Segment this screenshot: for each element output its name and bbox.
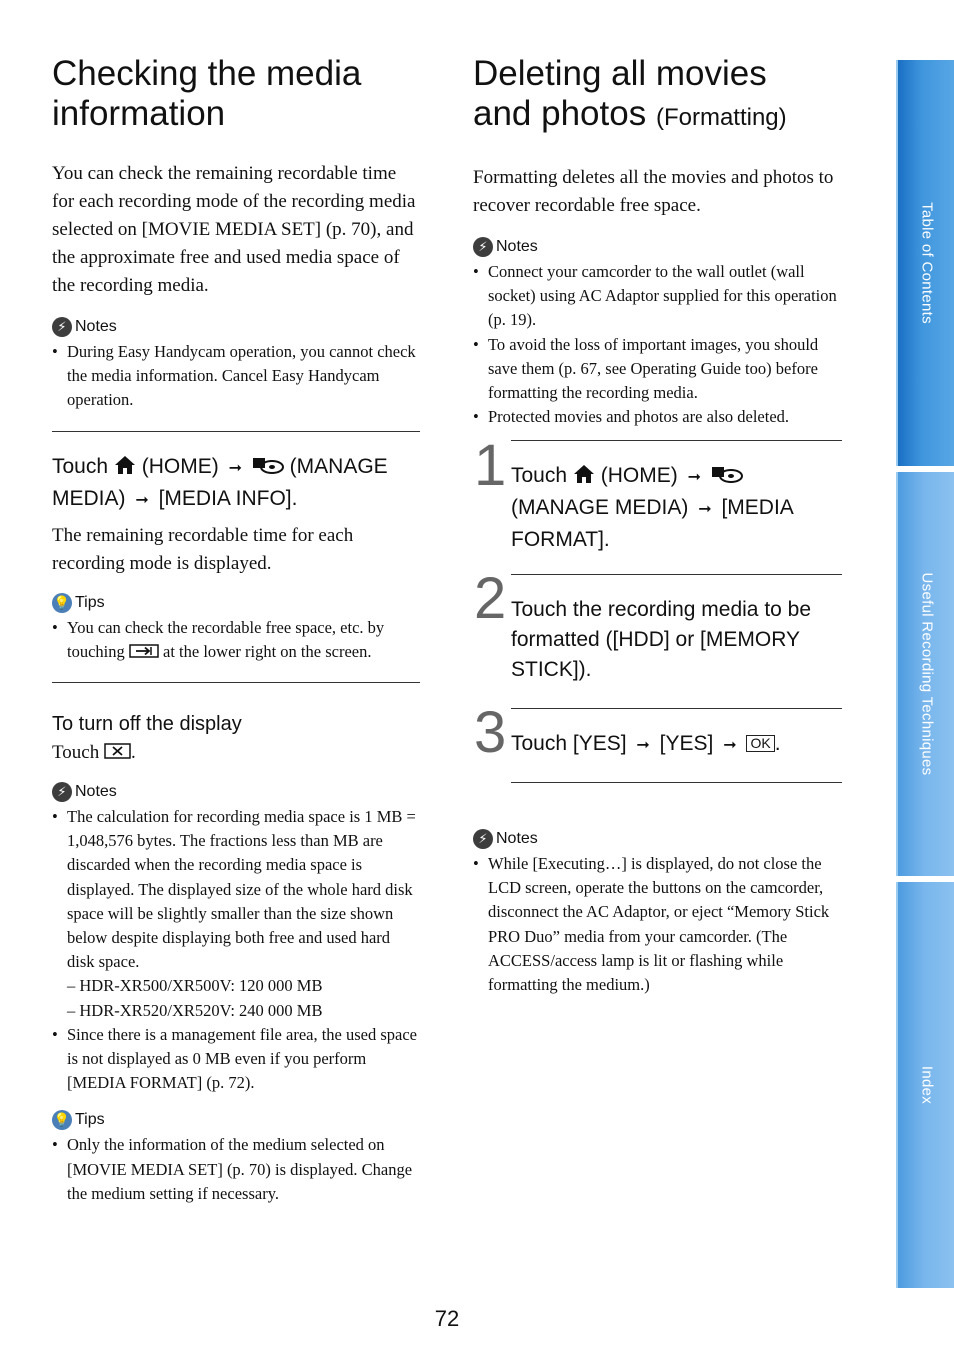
left-notes-2 [52, 781, 420, 1095]
tab-label: Useful Recording Techniques [918, 572, 936, 776]
divider [52, 431, 420, 432]
turnoff-instruction [52, 739, 420, 767]
notes-label: Notes [75, 783, 117, 801]
step-number: 1 [474, 433, 507, 498]
yes-label: [YES] [659, 732, 714, 755]
tips-label: Tips [75, 593, 105, 611]
list-item: • While [Executing…] is displayed, do not close the LCD screen, operate the buttons on the camcorder, disconnect the AC Adaptor, or eject “Memory Stick PRO Duo” media from your camcorder. (The ACCESS/access lamp is lit or flashing while formatting the medium.) [473, 852, 843, 997]
media-format-label: [MEDIA FORMAT]. [511, 496, 793, 551]
tips-text-after: at the lower right on the screen. [163, 641, 372, 661]
notes-heading [52, 781, 420, 803]
left-tips-2 [52, 1109, 420, 1206]
left-instruction [52, 452, 420, 516]
home-icon [573, 464, 595, 484]
left-page-title [52, 54, 420, 134]
step-number: 3 [474, 700, 507, 765]
right-arrow-icon: ➞ [698, 501, 712, 518]
tips-lightbulb-icon: 💡 [52, 1110, 72, 1130]
right-column [473, 54, 843, 429]
left-result: The remaining recordable time for each recording mode is displayed. [52, 524, 354, 574]
ok-button-icon: OK [746, 735, 774, 752]
tab-useful-recording-techniques[interactable] [896, 472, 954, 876]
notes-heading [473, 236, 843, 258]
step-1-text [511, 461, 841, 555]
note-text: The calculation for recording media space is 1 MB = 1,048,576 bytes. The fractions less than MB are discarded when the recording media space is displayed. The displayed size of the whole hard disk space will be slightly smaller than the size shown below despite displaying both free and used hard disk space. [67, 807, 416, 972]
list-item: • Only the information of the medium selected on [MOVIE MEDIA SET] (p. 70) is displayed. Change the medium setting if necessary. [52, 1133, 420, 1206]
notes-heading [473, 828, 843, 850]
step-3-text [511, 729, 841, 761]
divider [511, 440, 842, 441]
tips-heading [52, 1109, 420, 1131]
right-arrow-icon: ➞ [135, 491, 149, 509]
right-notes-2 [473, 828, 843, 997]
tips-text-before: You can check the recordable free space, etc. by touching [67, 617, 385, 661]
step-number: 2 [474, 566, 507, 631]
list-item: • Protected movies and photos are also deleted. [473, 405, 843, 429]
manage-media-icon [252, 456, 284, 474]
left-title-line2: information [52, 94, 226, 133]
home-label: (HOME) [600, 464, 678, 487]
notes-label: Notes [496, 238, 538, 255]
tab-table-of-contents[interactable] [896, 60, 954, 466]
manage-media-icon [711, 465, 743, 483]
left-intro: You can check the remaining recordable time for each recording mode of the recording media selected on [MOVIE MEDIA SET] (p. 70), and the approximate free and used media space of the recording media. [52, 163, 416, 296]
left-notes-1 [52, 316, 420, 413]
right-notes-1 [473, 236, 843, 429]
list-item [52, 805, 420, 1023]
notes-icon: ⚡ [473, 237, 493, 257]
step-2-text: Touch the recording media to be formatted ([HDD] or [MEMORY STICK]). [511, 598, 812, 681]
note-subitem: – HDR-XR500/XR500V: 120 000 MB [67, 976, 323, 996]
right-page-title [473, 54, 843, 138]
right-arrow-icon: ➞ [228, 459, 242, 477]
home-icon [114, 455, 136, 475]
notes-icon: ⚡ [52, 782, 72, 802]
manage-label: (MANAGE MEDIA) [511, 496, 689, 519]
notes-icon: ⚡ [473, 829, 493, 849]
close-x-icon [104, 743, 131, 759]
left-tips-1 [52, 592, 420, 664]
right-title-line1: Deleting all movies [473, 54, 767, 93]
list-item: • Since there is a management file area, the used space is not displayed as 0 MB even if you perform [MEDIA FORMAT] (p. 72). [52, 1023, 420, 1096]
right-title-line2: and photos [473, 94, 647, 133]
tab-label: Table of Contents [918, 202, 936, 324]
notes-label: Notes [75, 318, 117, 335]
left-column [52, 54, 420, 1206]
right-arrow-icon: ➞ [723, 737, 737, 754]
touch-word: Touch [52, 454, 109, 478]
turnoff-heading: To turn off the display [52, 713, 242, 736]
notes-label: Notes [496, 830, 538, 847]
tab-index[interactable] [896, 882, 954, 1288]
right-title-suffix: (Formatting) [655, 104, 787, 131]
tips-lightbulb-icon: 💡 [52, 593, 72, 613]
right-intro: Formatting deletes all the movies and photos to recover recordable free space. [473, 167, 834, 216]
list-item: • During Easy Handycam operation, you cannot check the media information. Cancel Easy Handycam operation. [52, 340, 420, 413]
notes-heading [52, 316, 420, 338]
period: . [130, 742, 136, 764]
tips-label: Tips [75, 1111, 105, 1129]
divider [511, 708, 842, 709]
manage-label: (MANAGE MEDIA) [52, 454, 388, 510]
page-number: 72 [434, 1306, 460, 1331]
touch-word: Touch [52, 742, 100, 764]
notes-icon: ⚡ [52, 317, 72, 337]
tips-heading [52, 592, 420, 614]
period: . [774, 732, 781, 755]
left-title-line1: Checking the media [52, 54, 362, 93]
touch-word: Touch [511, 464, 568, 487]
tab-label: Index [918, 1065, 936, 1105]
note-subitem: – HDR-XR520/XR520V: 240 000 MB [67, 1000, 323, 1020]
right-arrow-icon: ➞ [636, 737, 650, 754]
list-item [52, 616, 420, 664]
home-label: (HOME) [141, 454, 219, 478]
media-info-label: [MEDIA INFO]. [158, 486, 298, 510]
right-arrow-icon: ➞ [687, 469, 701, 486]
divider [52, 682, 420, 683]
list-item: • Connect your camcorder to the wall outlet (wall socket) using AC Adaptor supplied for this operation (p. 19). [473, 260, 843, 333]
display-toggle-icon [129, 644, 159, 658]
divider [511, 782, 842, 783]
list-item: • To avoid the loss of important images, you should save them (p. 67, see Operating Guide too) before formatting the recording media. [473, 333, 843, 406]
touch-yes-label: Touch [YES] [511, 732, 627, 755]
divider [511, 574, 842, 575]
